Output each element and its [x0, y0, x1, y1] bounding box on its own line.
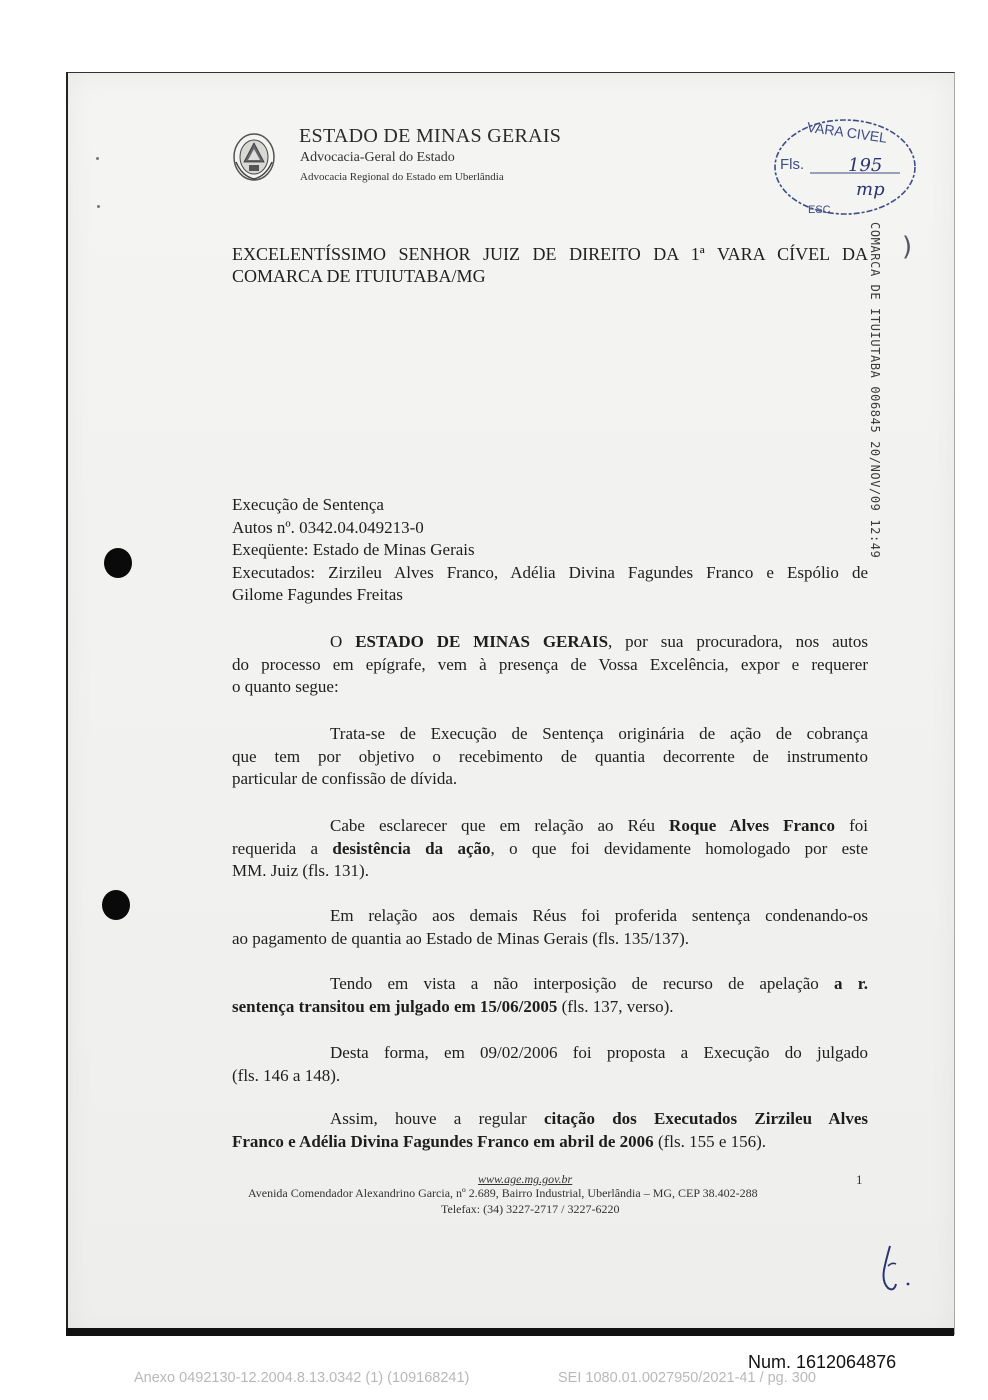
header-subtitle-regional: Advocacia Regional do Estado em Uberlândia — [300, 171, 504, 183]
p2-line-1: Trata-se de Execução de Sentença originária de ação de cobrança — [330, 724, 868, 743]
protocol-stamp — [868, 222, 886, 559]
scan-speck — [96, 157, 99, 160]
p6-line-2: (fls. 146 a 148). — [232, 1065, 341, 1085]
case-exequente: Exeqüente: Estado de Minas Gerais — [232, 540, 475, 559]
paragraph-7 — [232, 1108, 868, 1153]
p5-l2b: (fls. 137, verso). — [557, 996, 674, 1016]
court-stamp — [770, 115, 920, 220]
stamp-top-text: VARA CIVEL — [805, 118, 889, 146]
state-coat-of-arms-icon — [232, 132, 276, 182]
page-number: 1 — [856, 1172, 863, 1187]
p4-line-2: ao pagamento de quantia ao Estado de Minas Gerais (fls. 135/137). — [232, 928, 689, 948]
p1-rest: , por sua procuradora, nos autos — [608, 632, 868, 651]
p1-bold: ESTADO DE MINAS GERAIS — [355, 632, 609, 651]
header-title: ESTADO DE MINAS GERAIS — [299, 125, 562, 147]
p5-l1b: a r. — [834, 974, 868, 993]
paragraph-2 — [232, 723, 868, 791]
p4-line-1: Em relação aos demais Réus foi proferida sentença condenando-os — [330, 906, 868, 925]
annex-reference: Anexo 0492130-12.2004.8.13.0342 (1) (109168241) — [134, 1370, 470, 1386]
p5-l1a: Tendo em vista a não interposição de recurso de apelação — [330, 974, 835, 993]
footer-website-link[interactable]: www.age.mg.gov.br — [478, 1172, 573, 1186]
p1-lead: O — [330, 632, 356, 651]
p3-line-3: MM. Juiz (fls. 131). — [232, 861, 369, 880]
case-executados: Executados: Zirzileu Alves Franco, Adélia Divina Fagundes Franco e Espólio de — [232, 562, 868, 582]
paragraph-5 — [232, 973, 868, 1018]
p3-l2c: , o que foi devidamente homologado por este — [490, 838, 868, 858]
p1-line-3: o quanto segue: — [232, 677, 339, 696]
p2-line-3: particular de confissão de dívida. — [232, 769, 458, 788]
p7-l1b: citação dos Executados Zirzileu Alves — [543, 1109, 869, 1128]
punch-hole-top — [104, 548, 132, 578]
p7-l2b: (fls. 155 e 156). — [653, 1131, 767, 1151]
stamp-fls-label: Fls. — [780, 156, 805, 173]
p1-line-2: do processo em epígrafe, vem à presença de Vossa Excelência, expor e requerer — [232, 654, 868, 674]
case-info — [232, 494, 868, 607]
stamp-bottom-text: ESC — [808, 204, 831, 216]
case-type: Execução de Sentença — [232, 495, 384, 514]
p3-l2b: desistência da ação — [332, 838, 491, 858]
stamp-fls-number: 195 — [848, 155, 883, 176]
punch-hole-bottom — [102, 890, 130, 920]
p3-l1c: foi — [835, 816, 868, 835]
footer-address: Avenida Comendador Alexandrino Garcia, nº 2.689, Bairro Industrial, Uberlândia – MG, CEP 38.402-288 — [248, 1186, 758, 1200]
addressee — [232, 243, 868, 287]
addressee-line-2: COMARCA DE ITUIUTABA/MG — [232, 266, 486, 286]
document-id: Num. 1612064876 — [748, 1352, 897, 1372]
case-executados-cont: Gilome Fagundes Freitas — [232, 585, 403, 604]
stamp-bracket-mark: ) — [902, 232, 913, 262]
paragraph-1 — [232, 631, 868, 699]
paragraph-4 — [232, 905, 868, 950]
p2-line-2: que tem por objetivo o recebimento de quantia decorrente de instrumento — [232, 746, 868, 766]
paragraph-6 — [232, 1042, 868, 1087]
p6-line-1: Desta forma, em 09/02/2006 foi proposta a Execução do julgado — [330, 1043, 868, 1062]
footer-phone: Telefax: (34) 3227-2717 / 3227-6220 — [441, 1202, 620, 1216]
p3-l1a: Cabe esclarecer que em relação ao Réu — [330, 816, 670, 835]
handwritten-initial — [866, 1240, 936, 1300]
sei-reference: SEI 1080.01.0027950/2021-41 / pg. 300 — [558, 1370, 816, 1386]
scan-edge — [66, 1328, 954, 1336]
addressee-line-1: EXCELENTÍSSIMO SENHOR JUIZ DE DIREITO DA 1ª VARA CÍVEL DA — [232, 244, 868, 264]
p3-l2a: requerida a — [232, 838, 333, 858]
paragraph-3 — [232, 815, 868, 883]
stamp-initials: mp — [856, 179, 885, 200]
case-number: Autos nº. 0342.04.049213-0 — [232, 517, 424, 537]
header-subtitle: Advocacia-Geral do Estado — [300, 150, 455, 165]
protocol-stamp-text: COMARCA DE ITUIUTABA 006845 20/NOV/09 12:49 — [868, 222, 882, 559]
scan-speck — [97, 205, 100, 208]
p5-l2a: sentença transitou em julgado em 15/06/2005 — [232, 996, 558, 1016]
p3-l1b: Roque Alves Franco — [669, 816, 836, 835]
p7-l2a: Franco e Adélia Divina Fagundes Franco em abril de 2006 — [232, 1131, 654, 1151]
p7-l1a: Assim, houve a regular — [330, 1109, 544, 1128]
